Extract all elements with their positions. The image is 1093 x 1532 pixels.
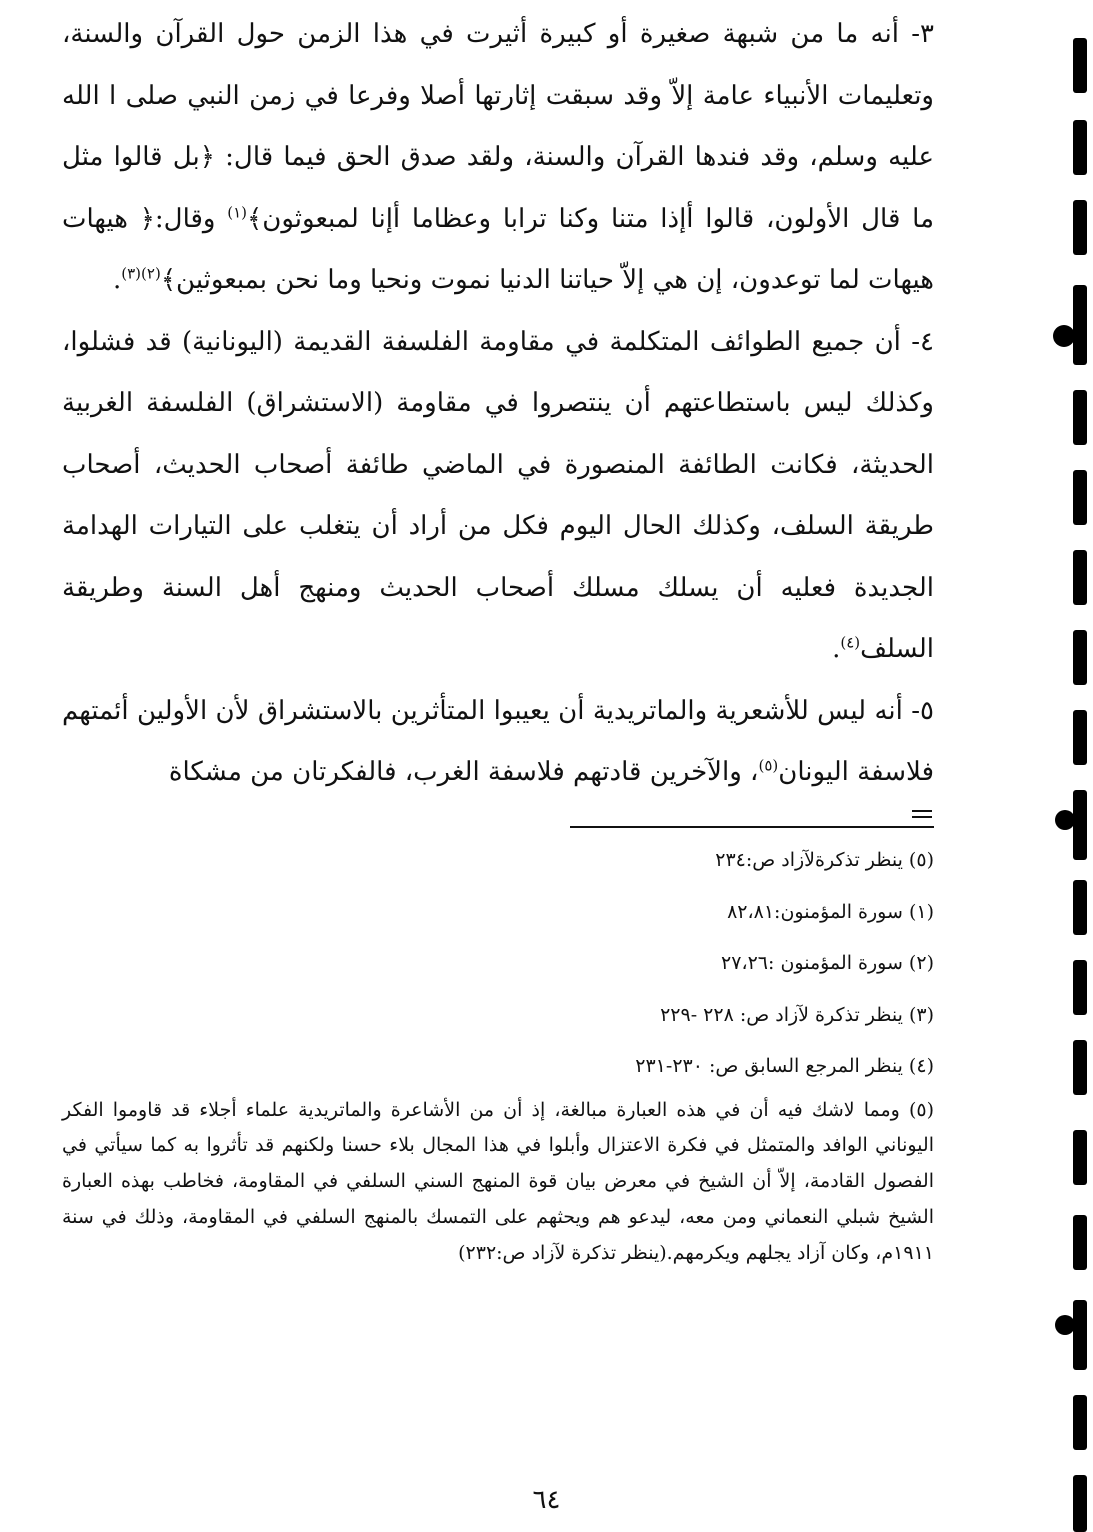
binding-bar [1073,38,1087,93]
binding-bar [1073,1395,1087,1450]
paragraph-3-text-cont: وقال:﴿ هيهات هيهات لما توعدون، إن هي إلاّ حياتنا الدنيا نموت ونحيا وما نحن بمبعوثين﴾ [62,203,934,295]
binding-hole [1055,1315,1075,1335]
binding-bar [1073,790,1087,860]
paragraph-5-text: ٥- أنه ليس للأشعرية والماتريدية أن يعيبوا المتأثرين بالاستشراق لأن الأولين أئمتهم فلاسفة اليونان [62,695,934,787]
footnote-item: (١) سورة المؤمنون:٨٢،٨١ [727,900,934,923]
footnote-ref-2-3: (٢)(٣) [121,264,161,283]
footnote-ref-1: (١) [227,202,248,221]
binding-bar [1073,630,1087,685]
binding-bar [1073,1130,1087,1185]
binding-bar [1073,710,1087,765]
binding-bar [1073,880,1087,935]
main-text [62,4,934,804]
binding-bar [1073,120,1087,175]
footnote-ref-5: (٥) [758,756,779,775]
footnote-long: (٥) ومما لاشك فيه أن في هذه العبارة مبالغة، إذ أن من الأشاعرة والماتريدية علماء أجلاء قد قاوموا الفكر اليوناني الوافد والمتمثل في فكرة الاعتزال وأبلوا في هذا المجال بلاء حسنا ولكنهم قد تأثروا به كما سيأتي في الفصول القادمة، إلاّ أن الشيخ في معرض بيان قوة المنهج السني السلفي في المقاومة، فخاطب بهذه العبارة الشيخ شبلي النعماني ومن معه، ليدعو هم ويحثهم على التمسك بالمنهج السلفي في المقاومة، وذلك في سنة ١٩١١م، وكان آزاد يجلهم ويكرمهم.(ينظر تذكرة لآزاد ص:٢٣٢) [62,1098,934,1264]
binding-bar [1073,1215,1087,1270]
paragraph-3-text: ٣- أنه ما من شبهة صغيرة أو كبيرة أثيرت في هذا الزمن حول القرآن والسنة، وتعليمات الأنبياء عامة إلاّ وقد سبقت إثارتها أصلا وفرعا في زمن النبي صلى ا الله عليه وسلم، وقد فندها القرآن والسنة، ولقد صدق الحق فيما قال: ﴿بل قالوا مثل ما قال الأولون، قالوا أإذا متنا وكنا ترابا وعظاما أإنا لمبعوثون﴾ [62,19,934,234]
footnotes-section [62,835,934,1271]
footnote-item: (٣) ينظر تذكرة لآزاد ص: ٢٢٨ -٢٢٩ [660,1003,934,1026]
paragraph-3 [62,4,934,312]
paragraph-5-text-cont: ، والآخرين قادتهم فلاسفة الغرب، فالفكرتان من مشكاة [168,757,759,787]
binding-bar [1073,1040,1087,1095]
footnote-item: (٤) ينظر المرجع السابق ص: ٢٣٠-٢٣١ [635,1055,934,1077]
binding-bar [1073,1475,1087,1532]
binding-bar [1073,1300,1087,1370]
paragraph-4-text: ٤- أن جميع الطوائف المتكلمة في مقاومة الفلسفة القديمة (اليونانية) قد فشلوا، وكذلك ليس باستطاعتهم أن ينتصروا في مقاومة (الاستشراق) الفلسفة الغربية الحديثة، فكانت الطائفة المنصورة في الماضي طائفة أصحاب الحديث، أصحاب طريقة السلف، وكذلك الحال اليوم فكل من أراد أن يتغلب على التيارات الهدامة الجديدة فعليه أن يسلك مسلك أصحاب الحديث ومنهج أهل السنة وطريقة السلف [62,326,934,664]
footnote-item: (٢) سورة المؤمنون :٢٧،٢٦ [721,952,934,974]
paragraph-4-end: . [832,634,841,664]
binding-bar [1073,960,1087,1015]
separator-marks [912,810,932,822]
binding-bar [1073,200,1087,255]
binding-bar [1073,550,1087,605]
footnote-separator [570,826,934,828]
binding-bar [1073,285,1087,365]
binding-bar [1073,390,1087,445]
binding-edge [1053,0,1093,1532]
page-number: ٦٤ [532,1485,561,1515]
binding-hole [1055,810,1075,830]
paragraph-5 [62,681,934,804]
footnote-item: (٥) ينظر تذكرةلآزاد ص:٢٣٤ [715,849,934,871]
paragraph-3-end: . [112,265,122,295]
binding-bar [1073,470,1087,525]
binding-hole [1053,325,1075,347]
paragraph-4 [62,312,934,681]
footnote-ref-4: (٤) [840,633,861,652]
